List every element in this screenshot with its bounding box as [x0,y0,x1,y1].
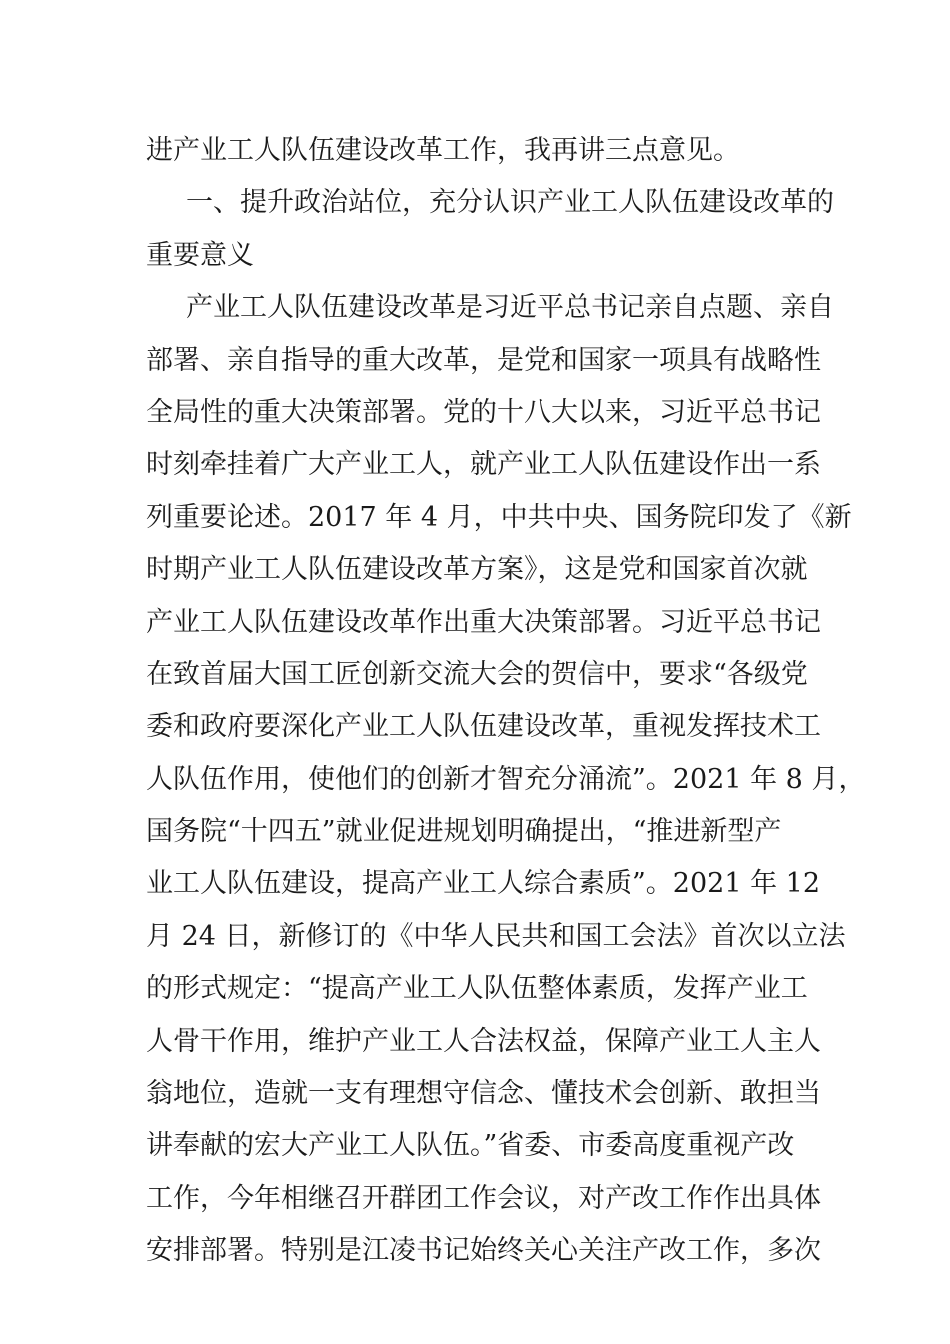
section-heading-line-2: 重要意义 [146,239,254,271]
text-line-10: 产业工人队伍建设改革作出重大决策部署。习近平总书记 [146,606,821,638]
text-line-1: 进产业工人队伍建设改革工作，我再讲三点意见。 [146,135,740,166]
text-line-9: 时期产业工人队伍建设改革方案》，这是党和国家首次就 [146,554,808,586]
text-line-5: 部署、亲自指导的重大改革，是党和国家一项具有战略性 [146,344,821,376]
text-line-11: 在致首届大国工匠创新交流大会的贺信中，要求“各级党 [146,658,808,690]
text-line-4: 产业工人队伍建设改革是习近平总书记亲自点题、亲自 [186,292,834,324]
text-line-20: 讲奉献的宏大产业工人队伍。”省委、市委高度重视产改 [146,1130,795,1162]
text-line-21: 工作，今年相继召开群团工作会议，对产改工作作出具体 [146,1182,821,1214]
text-line-13: 人队伍作用，使他们的创新才智充分涌流”。2021 年 8 月， [146,763,866,795]
body-text [146,125,866,1278]
text-line-19: 翁地位，造就一支有理想守信念、懂技术会创新、敢担当 [146,1078,821,1110]
text-line-14: 国务院“十四五”就业促进规划明确提出，“推进新型产 [146,816,782,848]
section-heading-line-1: 一、提升政治站位，充分认识产业工人队伍建设改革的 [186,187,834,219]
text-line-6: 全局性的重大决策部署。党的十八大以来，习近平总书记 [146,396,821,428]
text-line-8: 列重要论述。2017 年 4 月，中共中央、国务院印发了《新 [146,501,852,533]
text-line-15: 业工人队伍建设，提高产业工人综合素质”。2021 年 12 [146,868,821,900]
text-line-18: 人骨干作用，维护产业工人合法权益，保障产业工人主人 [146,1025,821,1057]
text-line-22: 安排部署。特别是江凌书记始终关心关注产改工作，多次 [146,1235,821,1267]
text-line-16: 月 24 日，新修订的《中华人民共和国工会法》首次以立法 [146,920,846,952]
text-line-7: 时刻牵挂着广大产业工人，就产业工人队伍建设作出一系 [146,449,821,481]
text-line-17: 的形式规定：“提高产业工人队伍整体素质，发挥产业工 [146,973,808,1005]
text-line-12: 委和政府要深化产业工人队伍建设改革，重视发挥技术工 [146,711,821,743]
